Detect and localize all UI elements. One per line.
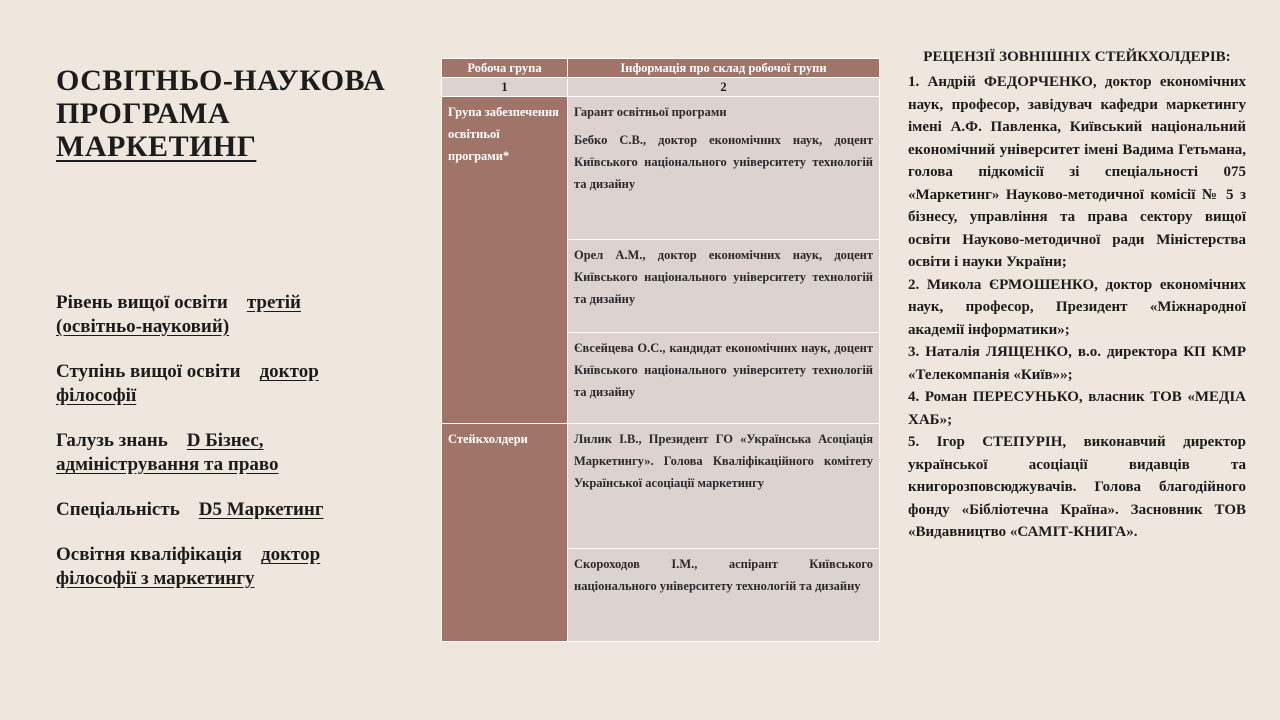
info-level xyxy=(56,291,386,339)
member-cell xyxy=(568,333,880,424)
member-cell xyxy=(568,549,880,642)
info-field-value: D Бізнес, адміністрування та право xyxy=(56,430,279,475)
reviews-heading: РЕЦЕНЗІЇ ЗОВНІШНІХ СТЕЙКХОЛДЕРІВ: xyxy=(923,49,1231,65)
member-text: Лилик І.В., Президент ГО «Українська Асоціація Маркетингу». Голова Кваліфікаційного комітету Української асоціації маркетингу xyxy=(574,432,873,490)
info-qualification xyxy=(56,543,386,591)
member-cell xyxy=(568,240,880,333)
table-number-2: 2 xyxy=(568,78,880,97)
review-item: 3. Наталія ЛЯЩЕНКО, в.о. директора КП КМР «Телекомпанія «Київ»»; xyxy=(908,344,1246,383)
table-row xyxy=(442,424,880,549)
info-degree xyxy=(56,360,386,408)
program-info xyxy=(56,291,386,612)
info-field xyxy=(56,429,386,477)
info-degree-label: Ступінь вищої освіти xyxy=(56,361,241,382)
info-specialty-value: D5 Маркетинг xyxy=(198,499,324,520)
review-item: 4. Роман ПЕРЕСУНЬКО, власник ТОВ «МЕДІА ХАБ»; xyxy=(908,389,1246,428)
table-header-info: Інформація про склад робочої групи xyxy=(568,59,880,78)
info-qualification-value: доктор філософії з маркетингу xyxy=(56,544,321,589)
review-item: 5. Ігор СТЕПУРІН, виконавчий директор української асоціації видавців та книгорозповсюджувачів. Голова благодійного фонду «Бібліотечна Країна». Засновник ТОВ «Видавництво «САМІТ-КНИГА». xyxy=(908,434,1246,540)
info-qualification-label: Освітня кваліфікація xyxy=(56,544,242,565)
info-level-value: третій (освітньо-науковий) xyxy=(56,292,301,337)
info-level-label: Рівень вищої освіти xyxy=(56,292,228,313)
table-row xyxy=(442,97,880,240)
group-stakeholders-name: Стейкхолдери xyxy=(442,424,568,642)
working-group-table xyxy=(441,58,880,642)
table-header-group: Робоча група xyxy=(442,59,568,78)
table-number-1: 1 xyxy=(442,78,568,97)
table-header-row xyxy=(442,59,880,78)
member-text: Скороходов І.М., аспірант Київського національного університету технологій та дизайну xyxy=(574,557,873,593)
program-title-line3: МАРКЕТИНГ xyxy=(56,130,257,163)
info-field-label: Галузь знань xyxy=(56,430,168,451)
table-number-row xyxy=(442,78,880,97)
member-cell xyxy=(568,424,880,549)
review-item: 1. Андрій ФЕДОРЧЕНКО, доктор економічних наук, професор, завідувач кафедри маркетингу імені А.Ф. Павленка, Київський національний економічний університет імені Вадима Гетьмана, голова підкомісії зі спеціальності 075 «Маркетинг» Науково-методичної комісії № 5 з бізнесу, управління та права сектору вищої освіти Науково-методичної ради Міністерства освіти і науки України; xyxy=(908,74,1246,270)
guarantor-label: Гарант освітньої програми xyxy=(574,105,727,119)
program-title xyxy=(56,64,426,163)
member-cell xyxy=(568,97,880,240)
member-text: Бебко С.В., доктор економічних наук, доцент Київського національного університету технологій та дизайну xyxy=(574,133,873,191)
member-text: Євсейцева О.С., кандидат економічних наук, доцент Київського національного університету технологій та дизайну xyxy=(574,341,873,399)
info-degree-value: доктор філософії xyxy=(56,361,319,406)
program-title-line1: ОСВІТНЬО-НАУКОВА xyxy=(56,64,386,97)
external-reviews xyxy=(908,47,1246,544)
info-specialty xyxy=(56,498,386,522)
group-support-name: Група забезпечення освітньої програми* xyxy=(442,97,568,424)
member-text: Орел А.М., доктор економічних наук, доцент Київського національного університету технологій та дизайну xyxy=(574,248,873,306)
info-specialty-label: Спеціальність xyxy=(56,499,180,520)
program-title-line2: ПРОГРАМА xyxy=(56,97,231,130)
review-item: 2. Микола ЄРМОШЕНКО, доктор економічних наук, професор, Президент «Міжнародної академії інформатики»; xyxy=(908,276,1246,338)
